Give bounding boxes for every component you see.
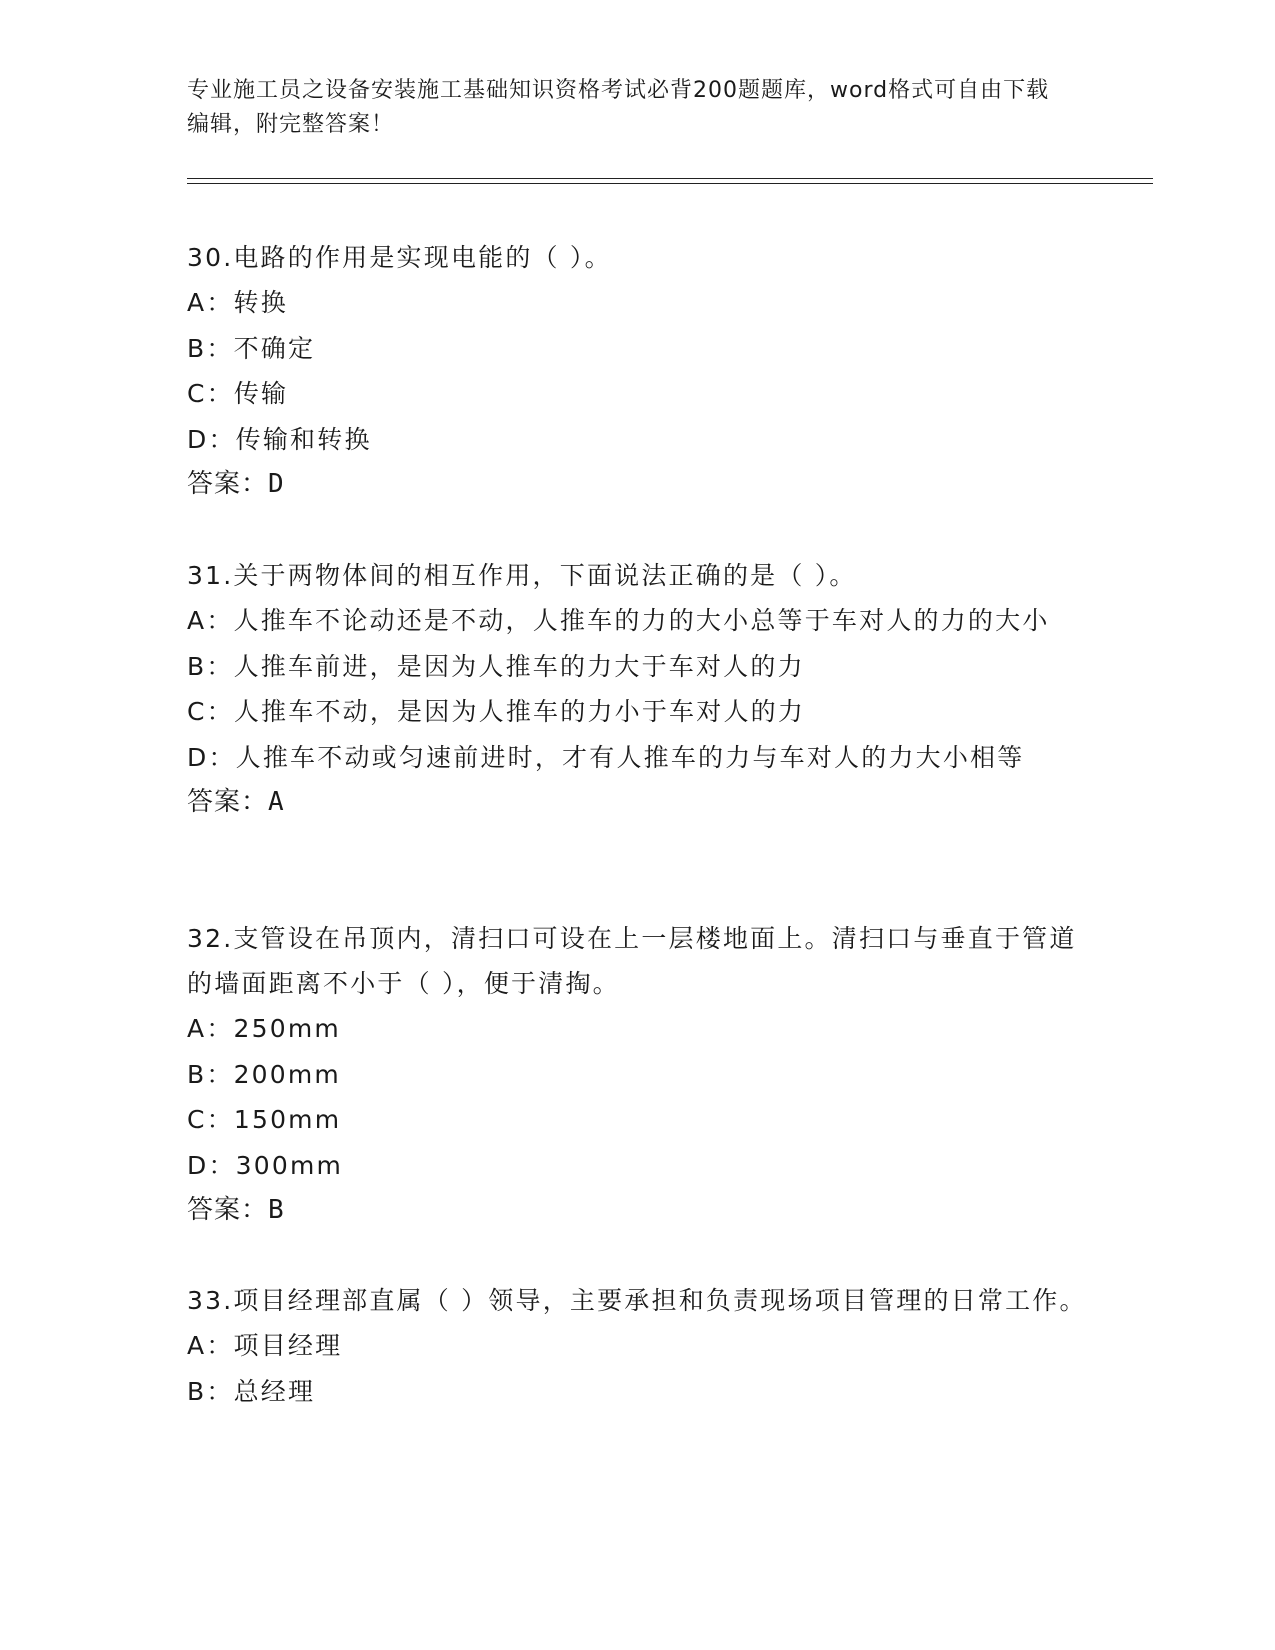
answer-value: A: [268, 787, 285, 817]
option-b: B：人推车前进，是因为人推车的力大于车对人的力: [187, 644, 1087, 690]
option-letter: D: [187, 424, 209, 454]
option-b: B：200mm: [187, 1052, 1087, 1098]
answer-label: 答案：: [187, 787, 269, 817]
option-d: D：人推车不动或匀速前进时，才有人推车的力与车对人的力大小相等: [187, 735, 1087, 781]
answer-label: 答案：: [187, 469, 269, 499]
option-letter: C: [187, 697, 207, 726]
header-divider-top: [187, 178, 1153, 179]
option-letter: D: [187, 742, 209, 772]
option-letter: D: [187, 1150, 209, 1180]
option-letter: A: [187, 606, 207, 635]
option-b: B：总经理: [187, 1369, 1087, 1415]
question-33: [187, 1278, 1087, 1414]
answer-line: [187, 780, 1087, 826]
question-stem: 32.支管设在吊顶内，清扫口可设在上一层楼地面上。清扫口与垂直于管道的墙面距离不小于（ ），便于清掏。: [187, 924, 1077, 998]
option-letter: A: [187, 1331, 207, 1360]
question-32: [187, 916, 1087, 1234]
question-stem: 30.电路的作用是实现电能的（ ）。: [187, 243, 612, 272]
option-letter: C: [187, 379, 207, 408]
option-text: 不确定: [233, 333, 316, 363]
option-d: D：传输和转换: [187, 417, 1087, 463]
option-text: 人推车不动，是因为人推车的力小于车对人的力: [233, 697, 806, 726]
option-letter: B: [187, 1376, 207, 1406]
question-stem: 33.项目经理部直属（ ）领导，主要承担和负责现场项目管理的日常工作。: [187, 1286, 1087, 1315]
document-header: 专业施工员之设备安装施工基础知识资格考试必背200题题库，word格式可自由下载编辑，附完整答案！: [187, 78, 1050, 137]
option-text: 总经理: [233, 1376, 316, 1406]
option-text: 人推车不论动还是不动，人推车的力的大小总等于车对人的力的大小: [233, 606, 1050, 635]
header-divider-bottom: [187, 183, 1153, 184]
option-c: C：150mm: [187, 1097, 1087, 1143]
option-text: 人推车前进，是因为人推车的力大于车对人的力: [233, 651, 805, 681]
question-31: [187, 553, 1087, 826]
option-a: A：250mm: [187, 1006, 1087, 1052]
answer-label: 答案：: [187, 1195, 269, 1225]
option-text: 传输: [233, 379, 289, 408]
option-text: 150mm: [233, 1105, 342, 1134]
option-c: C：人推车不动，是因为人推车的力小于车对人的力: [187, 689, 1087, 735]
answer-line: [187, 462, 1087, 508]
option-text: 200mm: [233, 1059, 341, 1089]
option-b: B：不确定: [187, 326, 1087, 372]
answer-line: [187, 1188, 1087, 1234]
option-c: C：传输: [187, 371, 1087, 417]
answer-value: B: [268, 1195, 285, 1225]
option-letter: C: [187, 1105, 207, 1134]
question-stem: 31.关于两物体间的相互作用，下面说法正确的是（ ）。: [187, 561, 857, 590]
option-text: 人推车不动或匀速前进时，才有人推车的力与车对人的力大小相等: [235, 742, 1025, 772]
option-text: 250mm: [233, 1014, 341, 1043]
option-letter: A: [187, 1014, 207, 1043]
option-text: 传输和转换: [235, 424, 372, 454]
option-a: A：项目经理: [187, 1323, 1087, 1369]
option-text: 项目经理: [233, 1331, 343, 1360]
answer-value: D: [268, 469, 285, 499]
option-text: 转换: [233, 288, 288, 317]
option-d: D：300mm: [187, 1143, 1087, 1189]
option-a: A：人推车不论动还是不动，人推车的力的大小总等于车对人的力的大小: [187, 598, 1087, 644]
option-letter: B: [187, 333, 207, 363]
option-letter: A: [187, 288, 207, 317]
option-text: 300mm: [235, 1150, 344, 1180]
option-letter: B: [187, 651, 207, 681]
question-30: [187, 235, 1087, 508]
option-letter: B: [187, 1059, 207, 1089]
option-a: A：转换: [187, 280, 1087, 326]
